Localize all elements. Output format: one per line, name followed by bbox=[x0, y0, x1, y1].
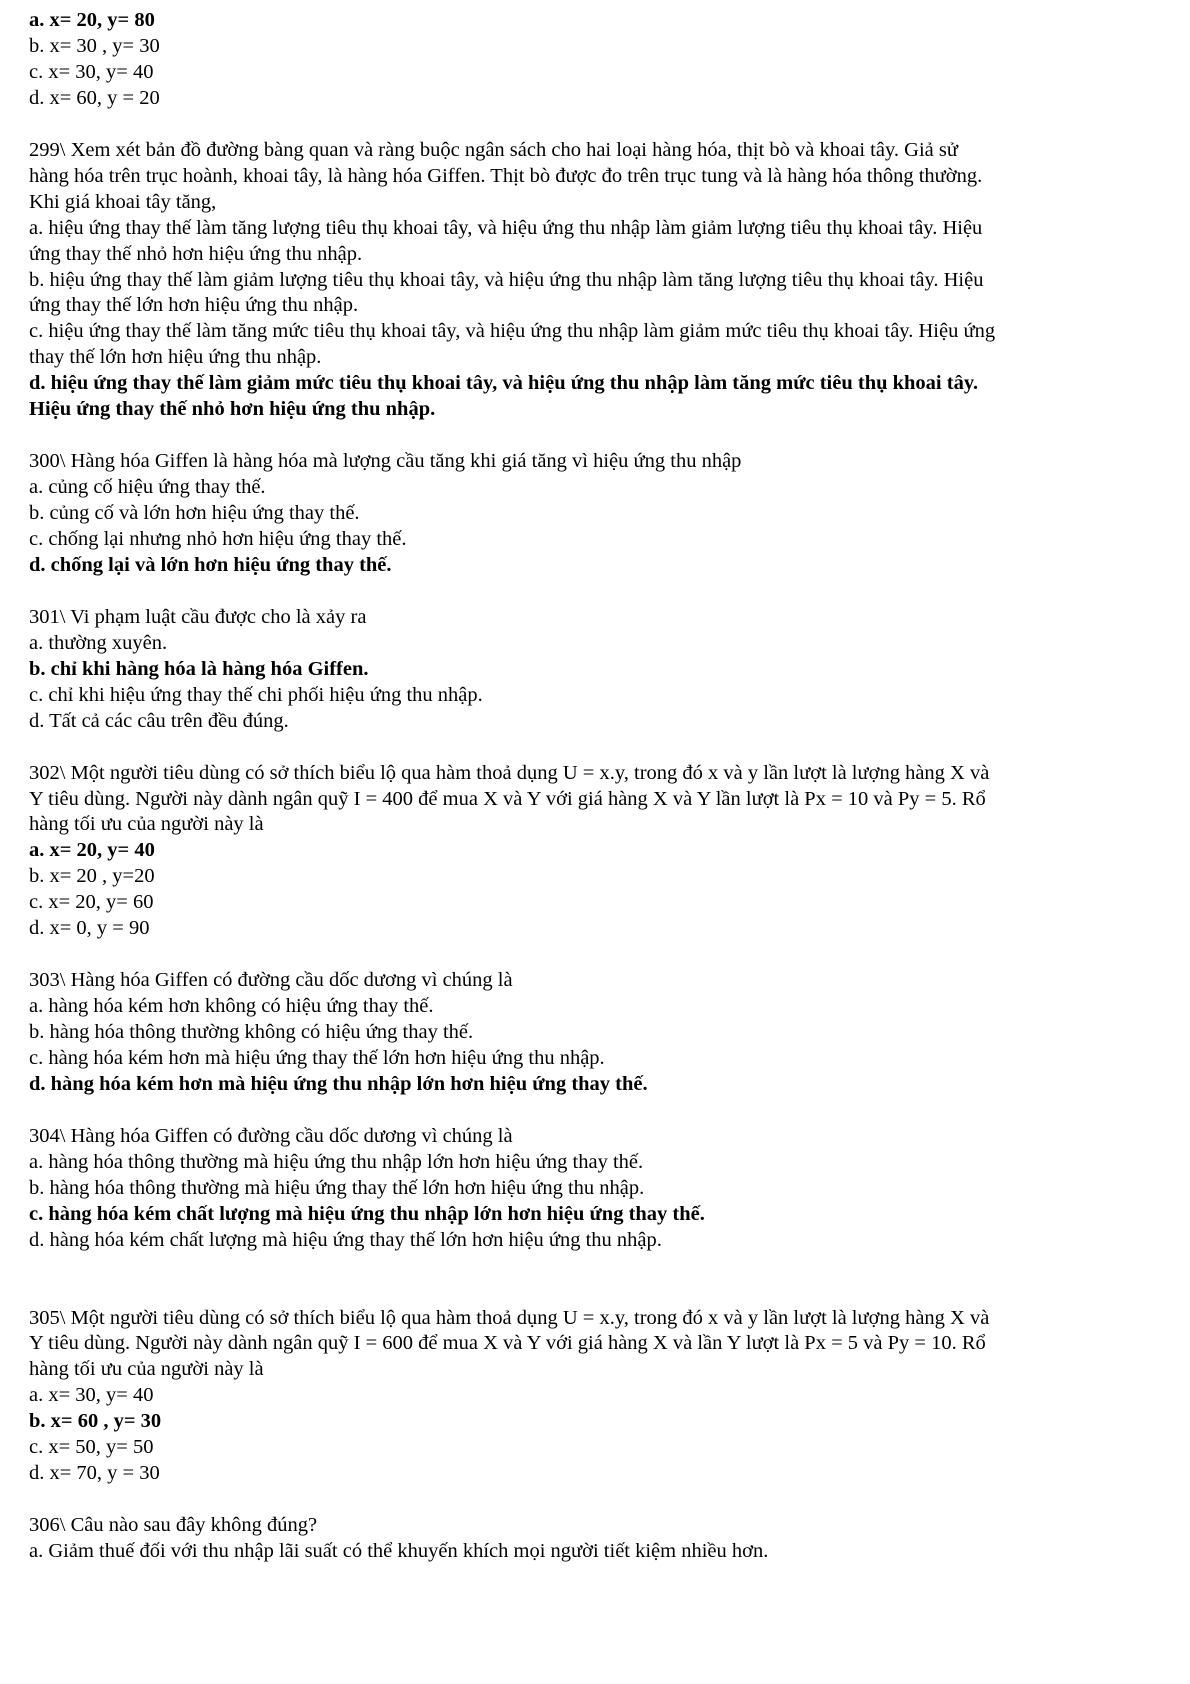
text-line: 299\ Xem xét bản đồ đường bàng quan và ràng buộc ngân sách cho hai loại hàng hóa, thịt bò và khoai tây. Giả sử bbox=[29, 138, 958, 161]
text-line: Y tiêu dùng. Người này dành ngân quỹ I = 600 để mua X và Y với giá hàng X và lần Y lượt là Px = 5 và Py = 10. Rổ bbox=[29, 1332, 986, 1355]
text-line: thay thế lớn hơn hiệu ứng thu nhập. bbox=[29, 346, 322, 369]
text-line: hàng hóa trên trục hoành, khoai tây, là hàng hóa Giffen. Thịt bò được đo trên trục tung và là hàng hóa thông thường. bbox=[29, 164, 983, 187]
text-line: 306\ Câu nào sau đây không đúng? bbox=[29, 1514, 318, 1537]
text-line: 301\ Vi phạm luật cầu được cho là xảy ra bbox=[29, 605, 367, 628]
text-line: b. x= 20 , y=20 bbox=[29, 865, 155, 888]
text-line: 304\ Hàng hóa Giffen có đường cầu dốc dương vì chúng là bbox=[29, 1124, 513, 1147]
text-line: a. x= 20, y= 40 bbox=[29, 839, 155, 862]
text-line: d. x= 60, y = 20 bbox=[29, 86, 160, 109]
text-line: d. x= 0, y = 90 bbox=[29, 917, 150, 940]
text-line: ứng thay thế lớn hơn hiệu ứng thu nhập. bbox=[29, 294, 359, 317]
text-line: 300\ Hàng hóa Giffen là hàng hóa mà lượng cầu tăng khi giá tăng vì hiệu ứng thu nhập bbox=[29, 450, 742, 473]
text-line: b. x= 30 , y= 30 bbox=[29, 34, 160, 57]
text-line: d. hàng hóa kém hơn mà hiệu ứng thu nhập lớn hơn hiệu ứng thay thế. bbox=[29, 1072, 648, 1095]
text-line: b. hàng hóa thông thường mà hiệu ứng thay thế lớn hơn hiệu ứng thu nhập. bbox=[29, 1176, 645, 1199]
text-line: b. x= 60 , y= 30 bbox=[29, 1410, 162, 1433]
text-line: a. x= 30, y= 40 bbox=[29, 1384, 154, 1407]
text-line: d. Tất cả các câu trên đều đúng. bbox=[29, 709, 289, 732]
text-line: b. chỉ khi hàng hóa là hàng hóa Giffen. bbox=[29, 657, 369, 680]
text-line: 303\ Hàng hóa Giffen có đường cầu dốc dương vì chúng là bbox=[29, 969, 513, 992]
text-line: c. hàng hóa kém chất lượng mà hiệu ứng thu nhập lớn hơn hiệu ứng thay thế. bbox=[29, 1202, 705, 1225]
text-line: 302\ Một người tiêu dùng có sở thích biểu lộ qua hàm thoả dụng U = x.y, trong đó x và y lần lượt là lượng hàng X và bbox=[29, 761, 990, 784]
text-line: a. hàng hóa thông thường mà hiệu ứng thu nhập lớn hơn hiệu ứng thay thế. bbox=[29, 1150, 644, 1173]
text-line: a. Giảm thuế đối với thu nhập lãi suất có thể khuyến khích mọi người tiết kiệm nhiều hơn. bbox=[29, 1540, 769, 1563]
text-line: b. hiệu ứng thay thế làm giảm lượng tiêu thụ khoai tây, và hiệu ứng thu nhập làm tăng lượng tiêu thụ khoai tây. Hiệu bbox=[29, 268, 984, 291]
text-line: a. thường xuyên. bbox=[29, 631, 168, 654]
text-line: Khi giá khoai tây tăng, bbox=[29, 190, 217, 213]
text-line: b. hàng hóa thông thường không có hiệu ứng thay thế. bbox=[29, 1021, 474, 1044]
text-line: c. x= 20, y= 60 bbox=[29, 891, 154, 914]
text-line: a. x= 20, y= 80 bbox=[29, 9, 155, 31]
text-line: hàng tối ưu của người này là bbox=[29, 813, 264, 836]
text-line: Hiệu ứng thay thế nhỏ hơn hiệu ứng thu nhập. bbox=[29, 398, 436, 421]
text-line: a. củng cố hiệu ứng thay thế. bbox=[29, 476, 266, 499]
text-line: 305\ Một người tiêu dùng có sở thích biểu lộ qua hàm thoả dụng U = x.y, trong đó x và y lần lượt là lượng hàng X và bbox=[29, 1306, 990, 1329]
text-line: c. chỉ khi hiệu ứng thay thế chi phối hiệu ứng thu nhập. bbox=[29, 683, 483, 706]
text-line: c. x= 30, y= 40 bbox=[29, 60, 154, 83]
text-line: hàng tối ưu của người này là bbox=[29, 1358, 264, 1381]
text-line: c. chống lại nhưng nhỏ hơn hiệu ứng thay thế. bbox=[29, 528, 407, 550]
text-line: d. hiệu ứng thay thế làm giảm mức tiêu thụ khoai tây, và hiệu ứng thu nhập làm tăng mức tiêu thụ khoai tây. bbox=[29, 372, 979, 395]
text-line: d. chống lại và lớn hơn hiệu ứng thay thế. bbox=[29, 553, 392, 576]
text-line: c. hàng hóa kém hơn mà hiệu ứng thay thế lớn hơn hiệu ứng thu nhập. bbox=[29, 1047, 605, 1069]
text-line: ứng thay thế nhỏ hơn hiệu ứng thu nhập. bbox=[29, 242, 363, 265]
text-line: c. x= 50, y= 50 bbox=[29, 1436, 154, 1459]
text-line: a. hàng hóa kém hơn không có hiệu ứng thay thế. bbox=[29, 995, 434, 1018]
text-line: b. củng cố và lớn hơn hiệu ứng thay thế. bbox=[29, 502, 360, 525]
text-line: d. x= 70, y = 30 bbox=[29, 1462, 160, 1485]
text-line: c. hiệu ứng thay thế làm tăng mức tiêu thụ khoai tây, và hiệu ứng thu nhập làm giảm mức tiêu thụ khoai tây. Hiệu ứng bbox=[29, 320, 996, 343]
text-line: Y tiêu dùng. Người này dành ngân quỹ I = 400 để mua X và Y với giá hàng X và Y lần lượt là Px = 10 và Py = 5. Rổ bbox=[29, 787, 986, 810]
text-line: a. hiệu ứng thay thế làm tăng lượng tiêu thụ khoai tây, và hiệu ứng thu nhập làm giảm lượng tiêu thụ khoai tây. Hiệu bbox=[29, 216, 983, 239]
text-line: d. hàng hóa kém chất lượng mà hiệu ứng thay thế lớn hơn hiệu ứng thu nhập. bbox=[29, 1228, 662, 1251]
